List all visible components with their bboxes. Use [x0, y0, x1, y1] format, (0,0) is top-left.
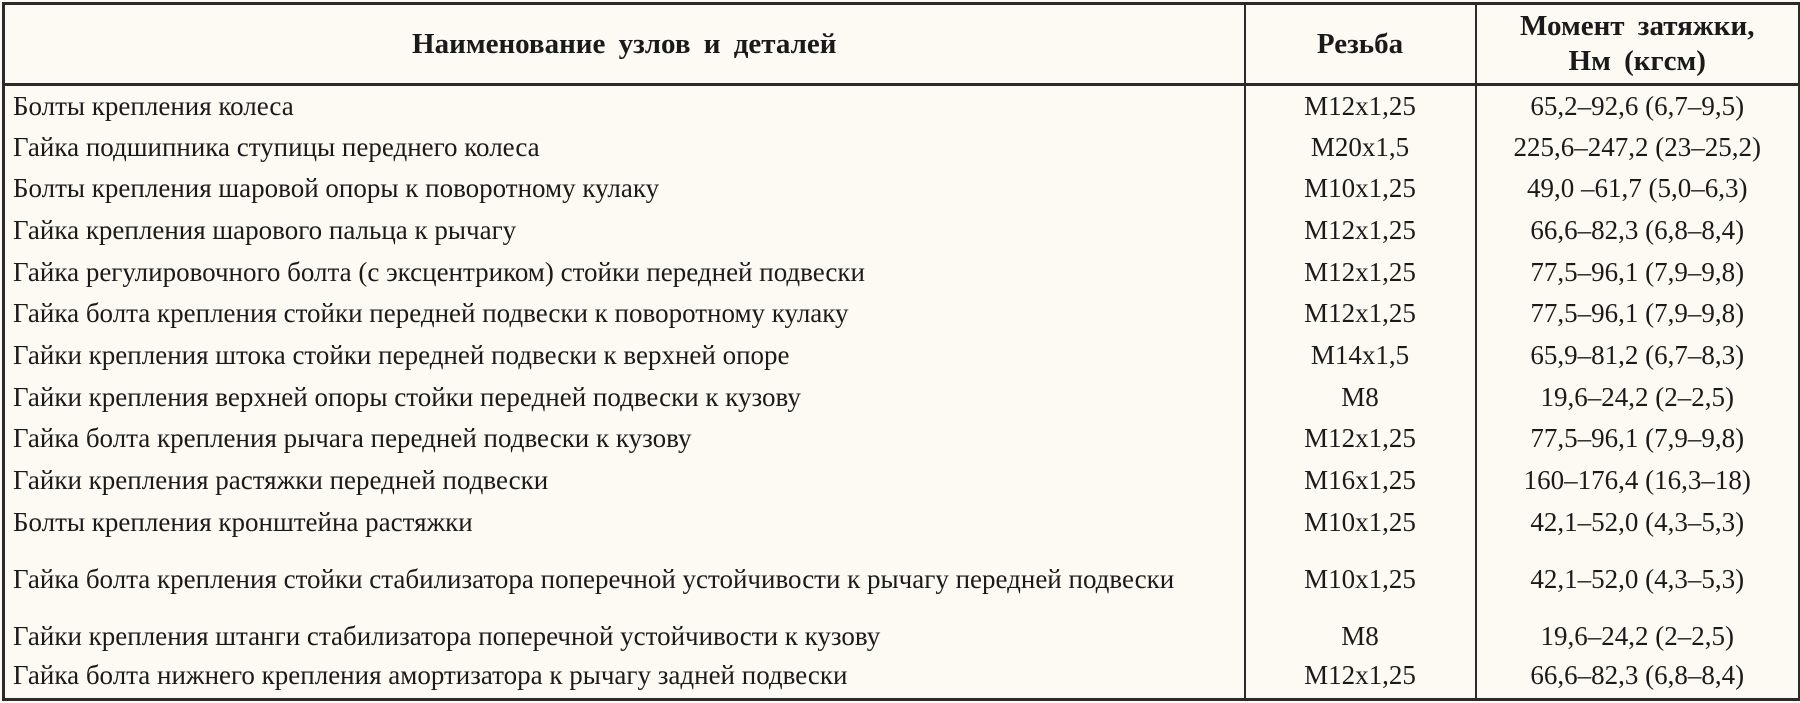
- table-row: [4, 376, 1800, 418]
- header-name: Наименование узлов и деталей: [4, 4, 1245, 85]
- header-torque: [1476, 4, 1800, 85]
- cell-torque: 42,1–52,0 (4,3–5,3): [1530, 506, 1745, 537]
- cell-thread: M12x1,25: [1245, 658, 1476, 700]
- cell-thread: M14x1,5: [1245, 335, 1476, 377]
- cell-torque: 77,5–96,1 (7,9–9,8): [1530, 256, 1745, 287]
- header-torque-line2: Нм (кгсм): [1568, 45, 1706, 77]
- cell-torque: 160–176,4 (16,3–18): [1523, 464, 1751, 495]
- cell-torque: 77,5–96,1 (7,9–9,8): [1530, 298, 1745, 329]
- cell-name: Гайка крепления шарового пальца к рычагу: [4, 210, 1245, 252]
- table-header: [4, 4, 1800, 85]
- table-row: [4, 168, 1800, 210]
- cell-thread: M8: [1245, 616, 1476, 658]
- cell-name: Гайка болта нижнего крепления амортизатора к рычагу задней подвески: [4, 658, 1245, 700]
- cell-thread: M10x1,25: [1245, 543, 1476, 616]
- table-row: [4, 460, 1800, 502]
- cell-thread: M16x1,25: [1245, 460, 1476, 502]
- cell-torque: 19,6–24,2 (2–2,5): [1540, 621, 1734, 652]
- cell-torque: 49,0 –61,7 (5,0–6,3): [1527, 173, 1748, 204]
- header-torque-line1: Момент затяжки,: [1520, 10, 1755, 42]
- cell-thread: M12x1,25: [1245, 85, 1476, 127]
- table-row: [4, 293, 1800, 335]
- cell-thread: M12x1,25: [1245, 293, 1476, 335]
- cell-torque: 66,6–82,3 (6,8–8,4): [1530, 660, 1745, 691]
- cell-thread: M10x1,25: [1245, 501, 1476, 543]
- cell-name: Гайка подшипника ступицы переднего колеса: [4, 126, 1245, 168]
- cell-torque: 66,6–82,3 (6,8–8,4): [1530, 214, 1745, 245]
- cell-torque: 42,1–52,0 (4,3–5,3): [1530, 563, 1745, 594]
- cell-thread: M12x1,25: [1245, 251, 1476, 293]
- table-row: [4, 501, 1800, 543]
- cell-thread: M20x1,5: [1245, 126, 1476, 168]
- cell-name: Гайки крепления штанги стабилизатора поперечной устойчивости к кузову: [4, 616, 1245, 658]
- cell-name: Гайка болта крепления стойки передней подвески к поворотному кулаку: [4, 293, 1245, 335]
- table-body: [4, 85, 1800, 700]
- cell-name: Гайки крепления растяжки передней подвески: [4, 460, 1245, 502]
- table-row: [4, 658, 1800, 700]
- table-row: [4, 126, 1800, 168]
- cell-name: Болты крепления колеса: [4, 85, 1245, 127]
- cell-thread: M12x1,25: [1245, 418, 1476, 460]
- header-thread: Резьба: [1245, 4, 1476, 85]
- cell-name: Гайка болта крепления стойки стабилизатора поперечной устойчивости к рычагу передней подвески: [4, 543, 1245, 616]
- table-row: [4, 543, 1800, 616]
- table-row: [4, 616, 1800, 658]
- cell-thread: M8: [1245, 376, 1476, 418]
- cell-name: Гайки крепления верхней опоры стойки передней подвески к кузову: [4, 376, 1245, 418]
- table-row: [4, 210, 1800, 252]
- header-row: [4, 4, 1800, 85]
- cell-torque: 65,9–81,2 (6,7–8,3): [1530, 339, 1745, 370]
- cell-torque: 77,5–96,1 (7,9–9,8): [1530, 423, 1745, 454]
- table-row: [4, 418, 1800, 460]
- cell-name: Гайки крепления штока стойки передней подвески к верхней опоре: [4, 335, 1245, 377]
- cell-thread: M12x1,25: [1245, 210, 1476, 252]
- table-row: [4, 335, 1800, 377]
- cell-name: Болты крепления шаровой опоры к поворотному кулаку: [4, 168, 1245, 210]
- cell-thread: M10x1,25: [1245, 168, 1476, 210]
- table-row: [4, 251, 1800, 293]
- cell-name: Гайка болта крепления рычага передней подвески к кузову: [4, 418, 1245, 460]
- cell-torque: 225,6–247,2 (23–25,2): [1513, 131, 1761, 162]
- table-row: [4, 85, 1800, 127]
- torque-specification-table: [2, 2, 1800, 701]
- cell-torque: 65,2–92,6 (6,7–9,5): [1530, 90, 1745, 121]
- cell-name: Болты крепления кронштейна растяжки: [4, 501, 1245, 543]
- cell-torque: 19,6–24,2 (2–2,5): [1540, 381, 1734, 412]
- cell-name: Гайка регулировочного болта (с эксцентриком) стойки передней подвески: [4, 251, 1245, 293]
